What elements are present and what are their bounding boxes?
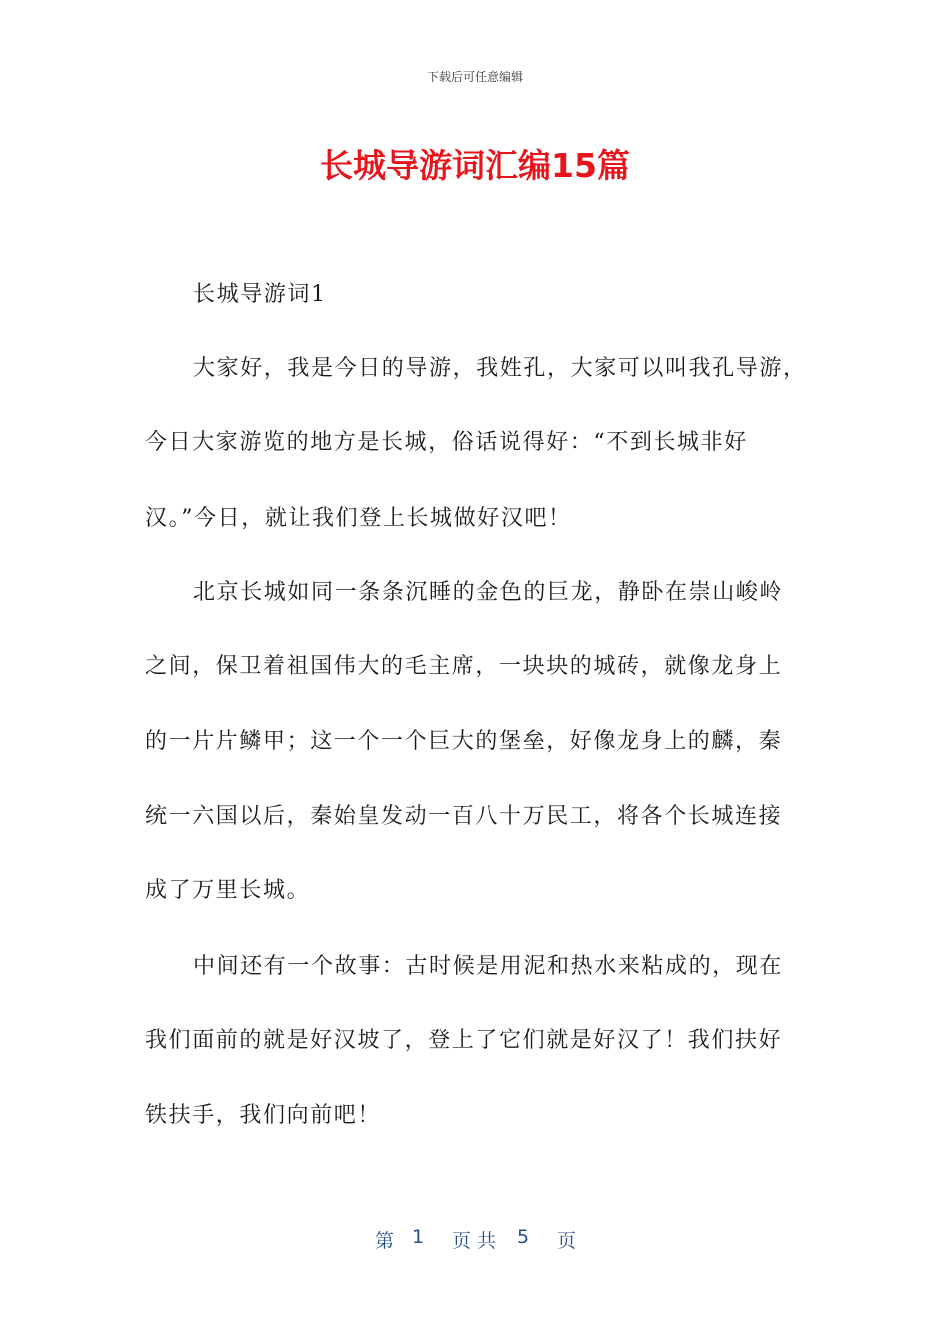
footer-total-pages: 5 — [517, 1226, 530, 1248]
paragraph-2-line-3: 的一片片鳞甲；这一个一个巨大的堡垒，好像龙身上的麟，秦 — [145, 729, 783, 754]
footer-middle: 页 共 — [452, 1230, 497, 1252]
paragraph-1-line-1: 大家好，我是今日的导游，我姓孔，大家可以叫我孔导游， — [193, 356, 807, 381]
footer-prefix: 第 — [375, 1230, 395, 1252]
page-footer — [0, 1226, 950, 1252]
document-title: 长城导游词汇编15篇 — [320, 146, 630, 185]
paragraph-1-line-3: 汉。”今日，就让我们登上长城做好汉吧！ — [145, 506, 572, 531]
footer-current-page: 1 — [412, 1226, 425, 1248]
paragraph-2-line-5: 成了万里长城。 — [145, 878, 311, 903]
paragraph-2-line-4: 统一六国以后，秦始皇发动一百八十万民工，将各个长城连接 — [145, 804, 783, 829]
paragraph-1-line-2: 今日大家游览的地方是长城，俗话说得好：“不到长城非好 — [145, 430, 748, 455]
paragraph-3-line-3: 铁扶手，我们向前吧！ — [145, 1103, 382, 1128]
footer-suffix: 页 — [557, 1230, 577, 1252]
header-note: 下载后可任意编辑 — [426, 70, 523, 84]
section-heading: 长城导游词1 — [193, 282, 327, 307]
paragraph-3-line-1: 中间还有一个故事：古时候是用泥和热水来粘成的，现在 — [193, 954, 784, 979]
paragraph-2-line-2: 之间，保卫着祖国伟大的毛主席，一块块的城砖，就像龙身上 — [145, 654, 783, 679]
paragraph-3-line-2: 我们面前的就是好汉坡了，登上了它们就是好汉了！我们扶好 — [145, 1028, 783, 1053]
paragraph-2-line-1: 北京长城如同一条条沉睡的金色的巨龙，静卧在崇山峻岭 — [193, 580, 784, 605]
